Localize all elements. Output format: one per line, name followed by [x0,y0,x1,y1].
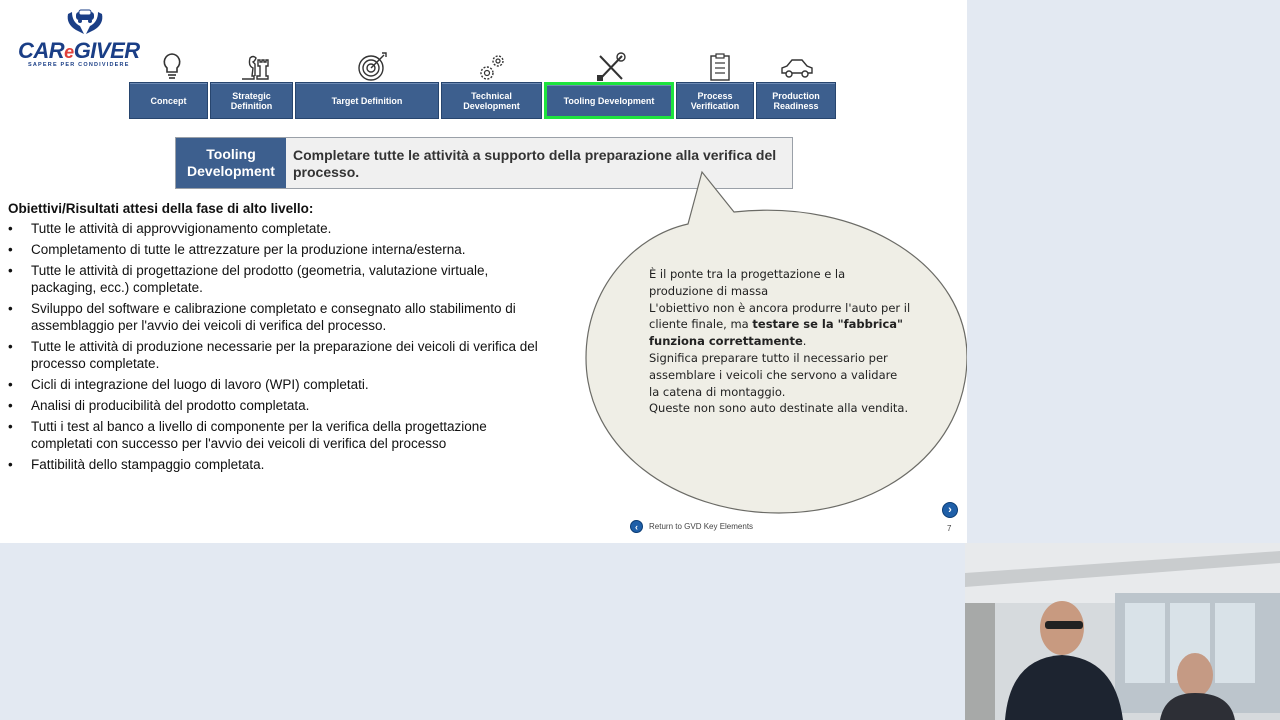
phase-process-verification[interactable]: Process Verification [676,82,754,119]
phase-summary-description: Completare tutte le attività a supporto della preparazione alla verifica del processo. [286,138,792,188]
objective-item: • Tutte le attività di produzione necessarie per la preparazione dei veicoli di verifica del processo completate. [8,338,548,372]
objective-item: • Cicli di integrazione del luogo di lavoro (WPI) completati. [8,376,548,393]
objective-item: • Tutte le attività di progettazione del prodotto (geometria, valutazione virtuale, packaging, ecc.) completate. [8,262,548,296]
return-link[interactable] [630,520,753,533]
phase-summary-label: Tooling Development [176,138,286,188]
phase-technical-development[interactable]: Technical Development [441,82,542,119]
objectives-list [8,220,548,473]
objectives-section [8,201,548,477]
logo-tagline: SAPERE PER CONDIVIDERE [28,62,130,68]
clipboard-icon [700,50,740,84]
objective-item: • Tutti i test al banco a livello di componente per la verifica della progettazione completati con successo per l'avvio dei veicoli di verifica del processo [8,418,548,452]
page-number: 7 [947,524,952,533]
chess-icon [234,50,274,84]
next-arrow-icon: › [948,504,952,516]
car-icon [777,50,817,84]
back-arrow-icon: ‹ [630,520,643,533]
target-icon [352,50,392,84]
phase-tooling-development[interactable]: Tooling Development [544,82,674,119]
lightbulb-icon [152,50,192,84]
webcam-image [965,543,1280,720]
phase-target-definition[interactable]: Target Definition [295,82,439,119]
callout-line: Significa preparare tutto il necessario per assemblare i veicoli che servono a validare la catena di montaggio. [649,350,898,399]
phase-concept[interactable]: Concept [129,82,208,119]
callout-line: Queste non sono auto destinate alla vendita. [649,401,909,416]
phase-strategic-definition[interactable]: Strategic Definition [210,82,293,119]
hands-car-icon [64,6,106,36]
tools-icon [591,50,631,84]
next-slide-button[interactable] [942,502,958,518]
callout-line: L'obiettivo non è ancora produrre l'auto per il cliente finale, ma testare se la "fabbrica" funziona correttamente. [649,300,911,349]
logo-wordmark: CAReGIVER [18,38,140,63]
callout-line: È il ponte tra la progettazione e la produzione di massa [649,267,846,298]
gears-icon [473,50,513,84]
phase-navigation-bar [129,82,838,119]
objective-item: • Completamento di tutte le attrezzature per la produzione interna/esterna. [8,241,548,258]
objective-item: • Analisi di producibilità del prodotto completata. [8,397,548,414]
objective-item: • Fattibilità dello stampaggio completata. [8,456,548,473]
objective-item: • Tutte le attività di approvvigionamento completate. [8,220,548,237]
return-link-label: Return to GVD Key Elements [649,522,754,531]
speech-bubble-text [649,266,911,417]
objectives-title: Obiettivi/Risultati attesi della fase di alto livello: [8,201,314,216]
objective-item: • Sviluppo del software e calibrazione completato e consegnato allo stabilimento di assemblaggio per l'avvio dei veicoli di verifica del processo. [8,300,548,334]
phase-production-readiness[interactable]: Production Readiness [756,82,836,119]
webcam-video-feed [965,543,1280,720]
phase-icons-row [0,50,967,84]
